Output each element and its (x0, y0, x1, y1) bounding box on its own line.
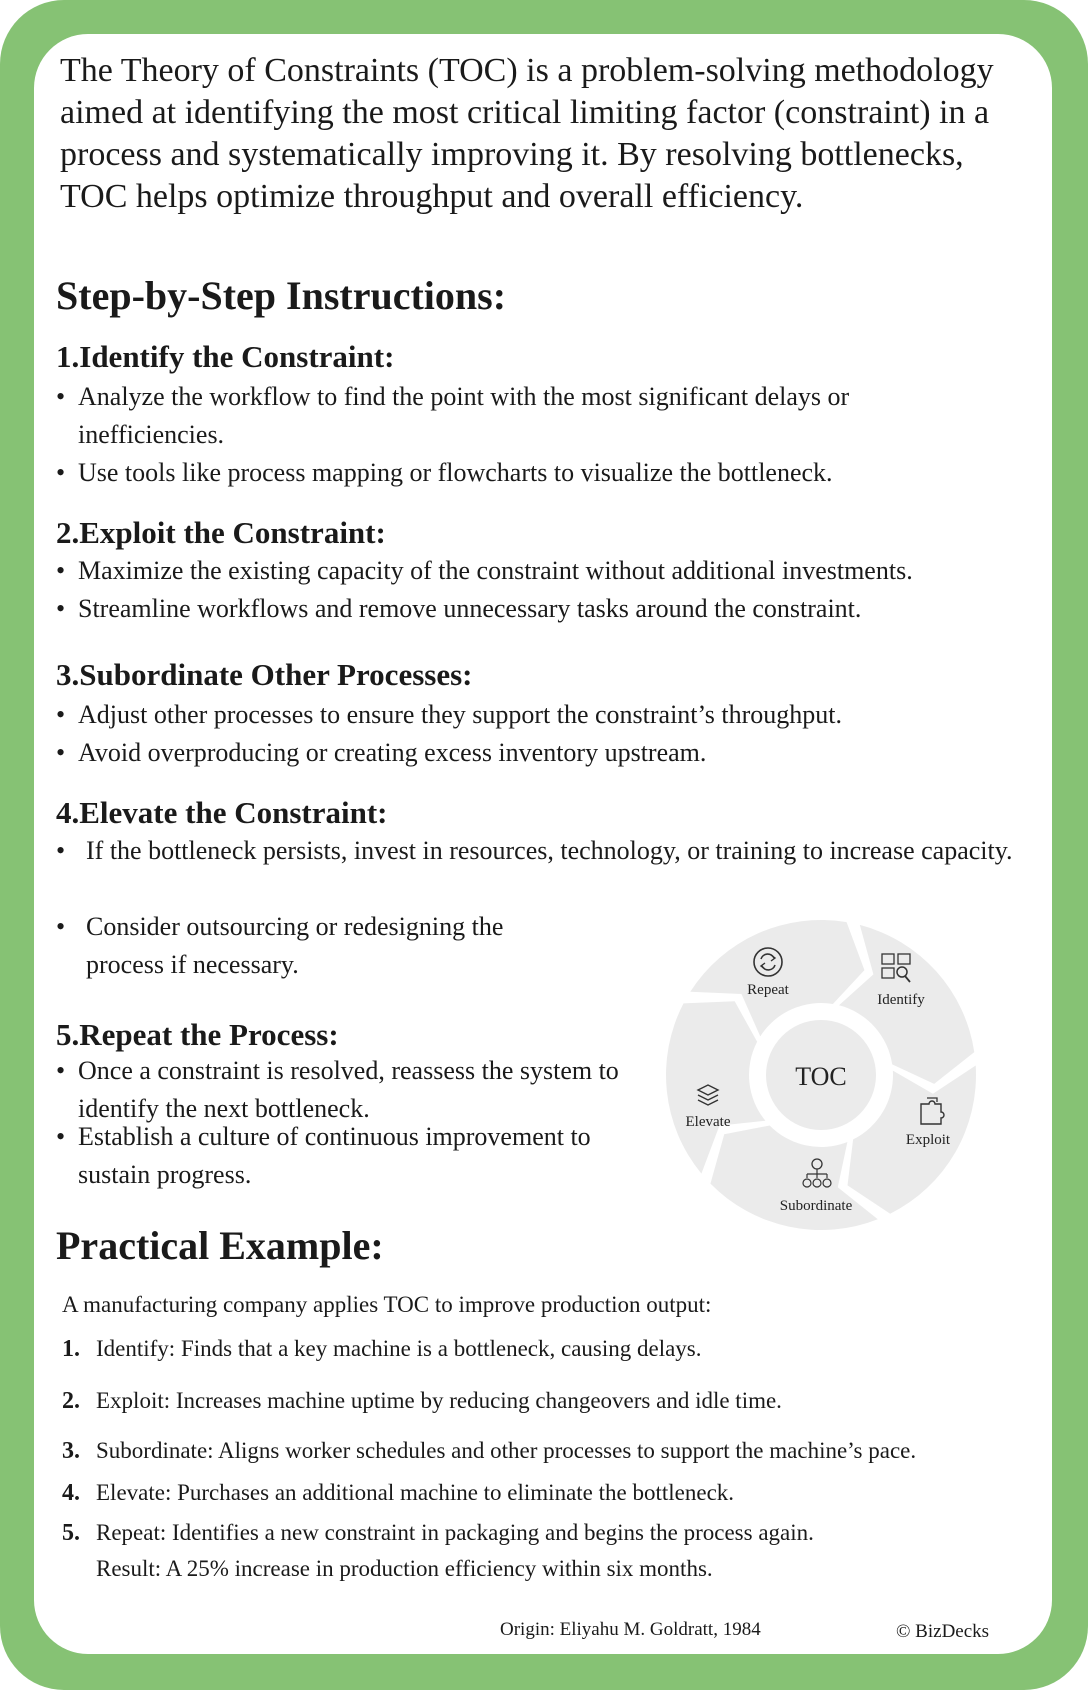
toc-cycle-diagram (656, 910, 986, 1240)
step-title: 4.Elevate the Constraint: (56, 795, 388, 830)
example-item-number: 1. (62, 1336, 80, 1362)
step-bullet: • Streamline workflows and remove unnecessary tasks around the constraint. (56, 590, 1048, 628)
step-bullet: • Consider outsourcing or redesigning the process if necessary. (56, 908, 586, 984)
example-item-text: Subordinate: Aligns worker schedules and other processes to support the machine’s pace. (96, 1438, 917, 1463)
example-item-number: 3. (62, 1438, 80, 1464)
wheel-label-elevate: Elevate (685, 1114, 731, 1130)
wheel-label-repeat: Repeat (747, 982, 789, 998)
wheel-label-identify: Identify (877, 992, 925, 1008)
intro-paragraph: The Theory of Constraints (TOC) is a problem-solving methodology aimed at identifying the most critical limiting factor (constraint) in a process and systematically improving it. By resolving bottlenecks, TOC helps optimize throughput and overall efficiency. (60, 52, 994, 215)
step-bullet: • Use tools like process mapping or flowcharts to visualize the bottleneck. (56, 454, 978, 492)
wheel-label-subordinate: Subordinate (779, 1198, 853, 1214)
step-title: 2.Exploit the Constraint: (56, 515, 386, 550)
example-item-text: Identify: Finds that a key machine is a bottleneck, causing delays. (96, 1336, 702, 1361)
example-result: Result: A 25% increase in production efficiency within six months. (96, 1556, 713, 1581)
example-item-text: Repeat: Identifies a new constraint in packaging and begins the process again. (96, 1520, 814, 1545)
steps-heading: Step-by-Step Instructions: (56, 273, 507, 318)
wheel-label-exploit: Exploit (905, 1132, 951, 1148)
step-bullet: • Once a constraint is resolved, reassess the system to identify the next bottleneck. (56, 1052, 648, 1128)
example-heading: Practical Example: (56, 1223, 384, 1268)
example-lead: A manufacturing company applies TOC to improve production output: (62, 1292, 712, 1317)
example-item-number: 4. (62, 1480, 80, 1506)
step-bullet: • Establish a culture of continuous improvement to sustain progress. (56, 1118, 648, 1194)
origin-credit: Origin: Eliyahu M. Goldratt, 1984 (500, 1619, 761, 1640)
step-bullet: • If the bottleneck persists, invest in resources, technology, or training to increase capacity. (56, 832, 1046, 870)
step-title: 3.Subordinate Other Processes: (56, 657, 473, 692)
example-item-number: 2. (62, 1388, 80, 1414)
step-bullet: • Adjust other processes to ensure they support the constraint’s throughput. (56, 696, 1048, 734)
copyright-notice: © BizDecks (896, 1621, 990, 1642)
toc-center-label: TOC (795, 1062, 847, 1091)
step-title: 1.Identify the Constraint: (56, 339, 395, 374)
step-bullet: • Avoid overproducing or creating excess inventory upstream. (56, 734, 1048, 772)
example-item-number: 5. (62, 1520, 80, 1546)
example-item-text: Elevate: Purchases an additional machine to eliminate the bottleneck. (96, 1480, 735, 1505)
step-bullet: • Analyze the workflow to find the point with the most significant delays or inefficiencies. (56, 378, 978, 454)
example-item-text: Exploit: Increases machine uptime by reducing changeovers and idle time. (96, 1388, 782, 1413)
step-bullet: • Maximize the existing capacity of the constraint without additional investments. (56, 552, 1048, 590)
step-title: 5.Repeat the Process: (56, 1017, 339, 1052)
